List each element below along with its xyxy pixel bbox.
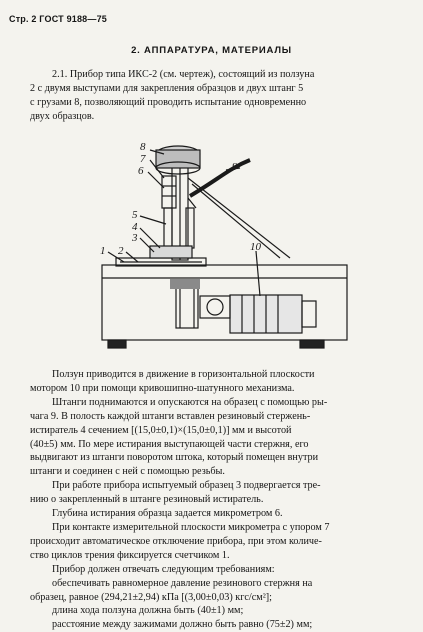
label-9: 9	[232, 161, 238, 173]
label-1: 1	[100, 245, 106, 257]
body-line: обеспечивать равномерное давление резинового стержня на	[52, 577, 313, 589]
intro-line: двух образцов.	[30, 111, 95, 122]
body-line: штанги и соединен с ней с помощью резьбы.	[30, 466, 225, 478]
body-line: (40±5) мм. По мере истирания выступающей части стержня, его	[30, 438, 309, 450]
label-5: 5	[132, 209, 138, 221]
body-line: Штанги поднимаются и опускаются на образец с помощью ры-	[52, 396, 328, 408]
body-line: Глубина истирания образца задается микрометром 6.	[52, 508, 283, 520]
body-line: нию о закрепленный в штанге резиновый истиратель.	[30, 494, 264, 506]
body-line: расстояние между зажимами должно быть равно (75±2) мм;	[52, 619, 313, 631]
intro-paragraph	[30, 68, 400, 124]
body-line: выдвигают из штанги поворотом штока, который помещен внутри	[30, 452, 319, 464]
label-4: 4	[132, 221, 138, 233]
body-line: истиратель 4 сечением [(15,0±0,1)×(15,0±0,1)] мм и высотой	[30, 424, 292, 436]
body-line: При контакте измерительной плоскости микрометра с упором 7	[52, 521, 330, 533]
body-line: мотором 10 при помощи кривошипно-шатунного механизма.	[30, 382, 295, 394]
body-text	[30, 368, 402, 632]
label-3: 3	[132, 232, 138, 244]
intro-line: 2 с двумя выступами для закрепления образцов и двух штанг 5	[30, 83, 304, 94]
intro-line: с грузами 8, позволяющий проводить испытание одновременно	[30, 97, 307, 108]
label-10: 10	[250, 241, 261, 253]
body-line: длина хода ползуна должна быть (40±1) мм;	[52, 605, 244, 617]
label-7: 7	[140, 153, 146, 165]
body-line: Прибор должен отвечать следующим требованиям:	[52, 563, 275, 575]
body-line: ство циклов трения фиксируется счетчиком 1.	[30, 549, 230, 561]
body-line: образец, равное (294,21±2,94) кПа [(3,00±0,03) кгс/см²];	[30, 591, 272, 603]
base-housing	[102, 265, 347, 340]
body-line: При работе прибора испытуемый образец 3 подвергается тре-	[52, 480, 321, 492]
label-6: 6	[138, 165, 144, 177]
body-line: происходит автоматическое отключение прибора, при этом количе-	[30, 535, 322, 547]
label-8: 8	[140, 141, 146, 153]
body-line: Ползун приводится в движение в горизонтальной плоскости	[52, 369, 315, 380]
page-header: Стр. 2 ГОСТ 9188—75	[9, 14, 108, 24]
apparatus-drawing	[80, 138, 400, 360]
intro-line: 2.1. Прибор типа ИКС-2 (см. чертеж), состоящий из ползуна	[52, 69, 315, 80]
label-2: 2	[118, 245, 124, 257]
section-title: 2. АППАРАТУРА, МАТЕРИАЛЫ	[131, 45, 292, 56]
body-line: чага 9. В полость каждой штанги вставлен резиновый стержень-	[30, 410, 311, 422]
